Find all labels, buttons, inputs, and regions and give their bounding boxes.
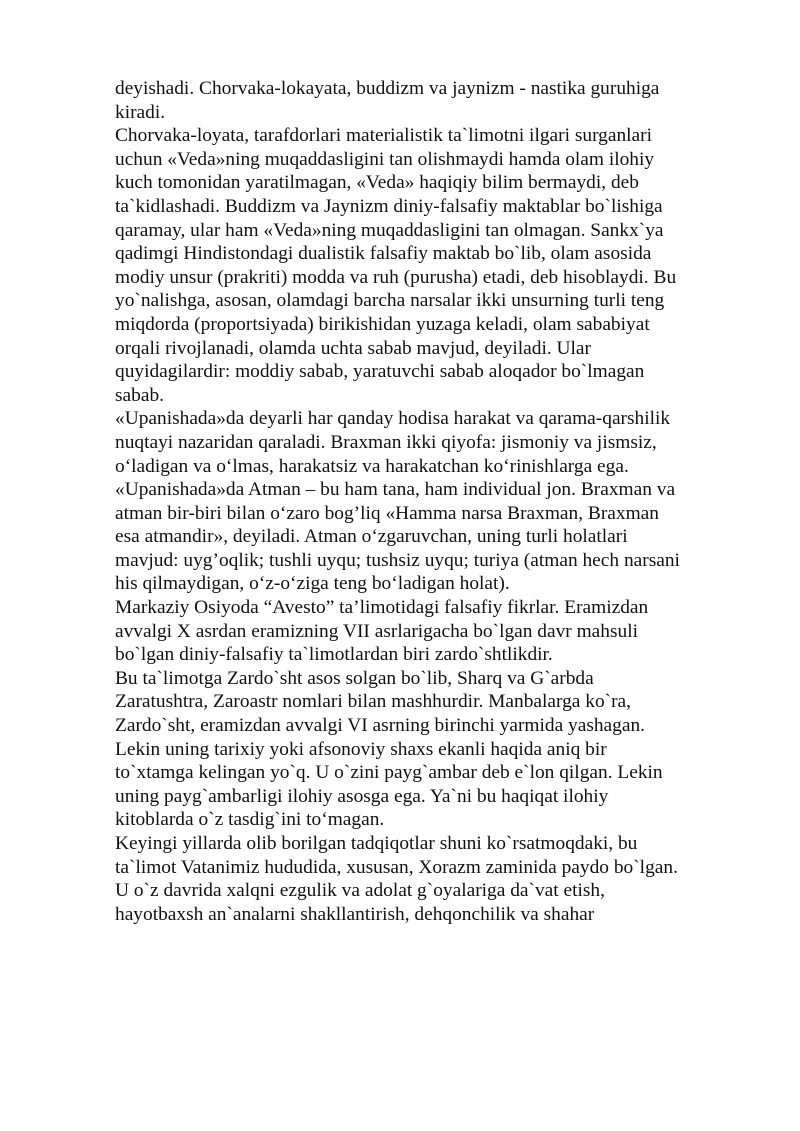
text-line: Chorvaka-loyata, tarafdorlari materialistik ta`limotni ilgari surganlari (115, 125, 653, 147)
text-line: ta`kidlashadi. Buddizm va Jaynizm diniy-falsafiy maktablar bo`lishiga (115, 195, 663, 217)
text-line: «Upanishada»da deyarli har qanday hodisa harakat va qarama-qarshilik (115, 408, 671, 430)
text-line: kiradi. (115, 101, 166, 123)
text-line: Zaratushtra, Zaroastr nomlari bilan mashhurdir. Manbalarga ko`ra, (115, 691, 632, 713)
text-line: kuch tomonidan yaratilmagan, «Veda» haqiqiy bilim bermaydi, deb (115, 172, 639, 194)
text-line: his qilmaydigan, o‘z-o‘ziga teng bo‘ladigan holat). (115, 573, 510, 595)
text-line: to`xtamga kelingan yo`q. U o`zini payg`ambar deb e`lon qilgan. Lekin (115, 762, 663, 784)
text-line: esa atmandir», deyiladi. Atman o‘zgaruvchan, uning turli holatlari (115, 526, 628, 548)
text-line: Zardo`sht, eramizdan avvalgi VI asrning birinchi yarmida yashagan. (115, 715, 646, 737)
text-line: hayotbaxsh an`analarni shakllantirish, dehqonchilik va shahar (115, 903, 595, 925)
text-line: U o`z davrida xalqni ezgulik va adolat g`oyalariga da`vat etish, (115, 880, 605, 902)
text-line: bo`lgan diniy-falsafiy ta`limotlardan biri zardo`shtlikdir. (115, 644, 553, 666)
text-line: kitoblarda o`z tasdig`ini to‘magan. (115, 809, 385, 831)
text-line: atman bir-biri bilan o‘zaro bog’liq «Hamma narsa Braxman, Braxman (115, 502, 659, 524)
text-line: orqali rivojlanadi, olamda uchta sabab mavjud, deyiladi. Ular (115, 337, 591, 359)
text-line: Keyingi yillarda olib borilgan tadqiqotlar shuni ko`rsatmoqdaki, bu (115, 833, 638, 854)
text-line: quyidagilardir: moddiy sabab, yaratuvchi sabab aloqador bo`lmagan (115, 361, 645, 383)
text-line: Lekin uning tarixiy yoki afsonoviy shaxs ekanli haqida aniq bir (115, 738, 607, 760)
text-line: modiy unsur (prakriti) modda va ruh (purusha) etadi, deb hisoblaydi. Bu (115, 266, 677, 288)
text-line: miqdorda (proportsiyada) birikishidan yuzaga keladi, olam sababiyat (115, 313, 650, 335)
text-line: Markaziy Osiyoda “Avesto” ta’limotidagi falsafiy fikrlar. Eramizdan (115, 597, 649, 619)
text-line: mavjud: uyg’oqlik; tushli uyqu; tushsiz uyqu; turiya (atman hech narsani (115, 549, 680, 571)
body-text (115, 77, 755, 926)
text-line: uchun «Veda»ning muqaddasligini tan olishmaydi hamda olam ilohiy (115, 148, 655, 170)
text-line: «Upanishada»da Atman – bu ham tana, ham individual jon. Braxman va (115, 479, 676, 501)
text-line: avvalgi X asrdan eramizning VII asrlarigacha bo`lgan davr mahsuli (115, 620, 638, 642)
text-line: qadimgi Hindistondagi dualistik falsafiy maktab bo`lib, olam asosida (115, 243, 652, 265)
text-line: sabab. (115, 384, 164, 406)
text-line: o‘ladigan va o‘lmas, harakatsiz va harakatchan ko‘rinishlarga ega. (115, 455, 629, 477)
text-line: yo`nalishga, asosan, olamdagi barcha narsalar ikki unsurning turli teng (115, 290, 665, 312)
text-line: nuqtayi nazaridan qaraladi. Braxman ikki qiyofa: jismoniy va jismsiz, (115, 431, 657, 453)
text-line: uning payg`ambarligi ilohiy asosga ega. Ya`ni bu haqiqat ilohiy (115, 785, 609, 807)
text-line: qaramay, ular ham «Veda»ning muqaddasligini tan olmagan. Sankx`ya (115, 219, 664, 241)
text-line: Bu ta`limotga Zardo`sht asos solgan bo`lib, Sharq va G`arbda (115, 667, 594, 689)
text-line: ta`limot Vatanimiz hududida, xususan, Xorazm zaminida paydo bo`lgan. (115, 856, 678, 878)
text-line: deyishadi. Chorvaka-lokayata, buddizm va jaynizm - nastika guruhiga (115, 78, 660, 99)
